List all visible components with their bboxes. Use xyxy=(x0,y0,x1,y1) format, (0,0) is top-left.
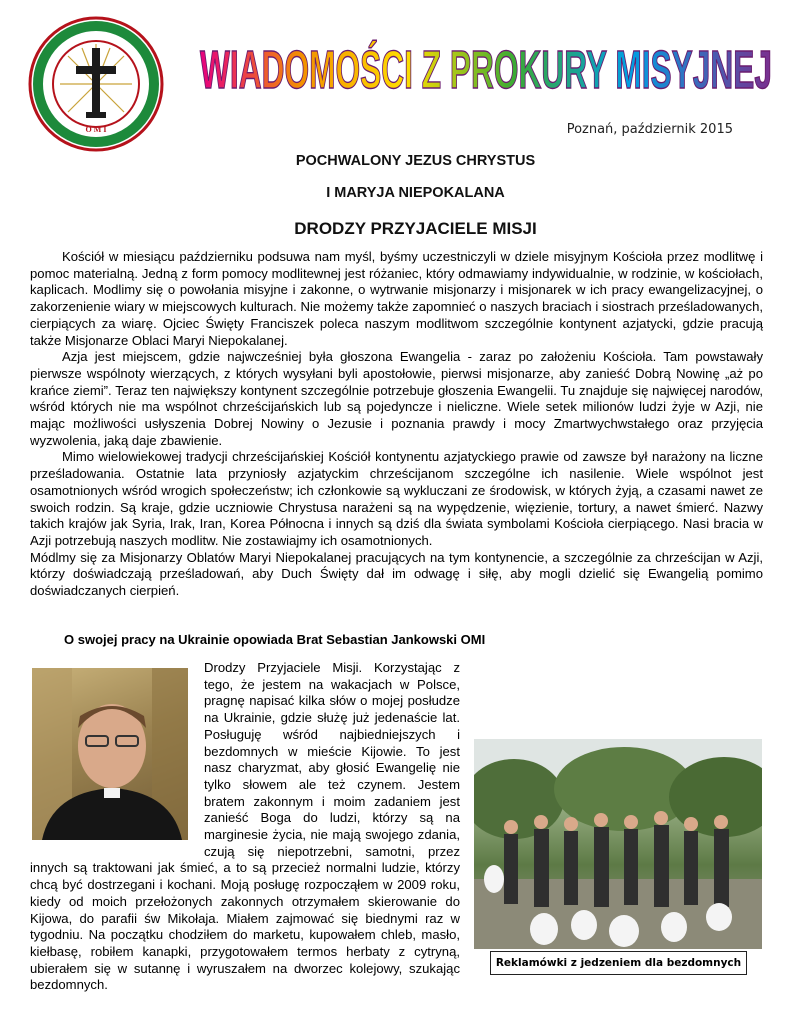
salutation-heading: DRODZY PRZYJACIELE MISJI xyxy=(294,219,537,238)
dateline: Poznań, październik 2015 xyxy=(566,122,733,137)
article-subheading: O swojej pracy na Ukrainie opowiada Brat Sebastian Jankowski OMI xyxy=(64,632,486,647)
photo-caption: Reklamówki z jedzeniem dla bezdomnych xyxy=(490,951,747,975)
greeting-line-1: POCHWALONY JEZUS CHRYSTUS xyxy=(295,153,536,169)
masthead-title-text: WIADOMOŚCI Z PROKURY MISYJNEJ xyxy=(200,40,772,100)
paragraph-3: Mimo wielowiekowej tradycji chrześcijańskiej Kościół kontynentu azjatyckiego prawie od zawsze był narażony na liczne prześladowania. Ostatnie lata przyniosły azjatyckim chrześcijanom szczególne ich nasilenie. Wiele wspólnot jest osamotnionych wśród wrogich społeczeństw; ich członkowie są wykluczani ze środowisk, w których żyją, a czasami nawet ze swoich rodzin. Są kraje, gdzie uczniowie Chrystusa narażeni są na wypędzenie, więzienie, tortury, a nawet śmierć. Nazwy takich krajów jak Syria, Irak, Iran, Korea Północna i innych są dziś dla świata symbolami Kościoła cierpiącego. Nasi bracia w Azji potrzebują naszych modlitw. Nie zostawiajmy ich osamotnionych. xyxy=(30,449,763,548)
letter-body xyxy=(30,249,763,600)
omi-logo xyxy=(28,16,164,152)
article-body: Drodzy Przyjaciele Misji. Korzystając z tego, że jestem na wakacjach w Polsce, pragnę napisać kilka słów o mojej posłudze na Ukrainie, gdzie służę już jedenaście lat. Posługuję wśród najbiedniejszych i bezdomnych w mieście Kijowie. To jest nasz charyzmat, aby głosić Ewangelię nie tylko słowem ale też czynem. Jestem bratem zakonnym i moim zadaniem jest zanieść Boga do ludzi, którzy są na marginesie życia, nie mają swojego zdania, czują się niepotrzebni, samotni, przez innych są traktowani jak śmieć, a to są przecież normalni ludzie, którzy chcą być dostrzegani i kochani. Moją posługę rozpocząłem w 2009 roku, kiedy od moich przełożonych zakonnych otrzymałem skierowanie do Kijowa, do parafii św Mikołaja. Miałem zajmować się biednymi raz w tygodniu. Na początku chodziłem do marketu, kupowałem chleb, masło, kiełbasę, robiłem kanapki, przygotowałem termos herbaty z cytryną, ubierałem się w sutannę i wyruszałem na dworzec kolejowy, szukając bezdomnych. xyxy=(30,660,460,993)
paragraph-4: Módlmy się za Misjonarzy Oblatów Maryi Niepokalanej pracujących na tym kontynencie, a szczególnie za chrześcijan w Azji, którzy doświadczają prześladowań, aby Duch Święty dał im odwagę i siłę, aby mogli dzielić się Ewangelią pomimo doświadczanych cierpień. xyxy=(30,549,763,599)
masthead-title xyxy=(196,26,776,112)
paragraph-1: Kościół w miesiącu październiku podsuwa nam myśl, byśmy uczestniczyli w dziele misyjnym Kościoła przez modlitwę i pomoc materialną. Jedną z form pomocy modlitewnej jest różaniec, który odmawiamy indywidualnie, w rodzinie, w kościołach, kaplicach. Modlimy się o powołania misyjne i zakonne, o wytrwanie misjonarzy i misjonarek w ich pracy ewangelizacyjnej, o zakorzenienie wiary w miejscowych kulturach. Nie możemy także zapomnieć o naszych braciach i siostrach prześladowanych, cierpiących za wiarę. Ojciec Święty Franciszek poleca naszym modlitwom szczególnie kontynent azjatycki, gdzie pracują także Misjonarze Oblaci Maryi Niepokalanej. xyxy=(30,249,763,348)
greeting-line-2: I MARYJA NIEPOKALANA xyxy=(326,185,505,201)
paragraph-2: Azja jest miejscem, gdzie najwcześniej była głoszona Ewangelia - zaraz po założeniu Kościoła. Tam powstawały pierwsze wspólnoty wierzących, z których wysyłani byli apostołowie, pierwsi misjonarze, aby zanieść Dobrą Nowinę „aż po krańce ziemi”. Teraz ten największy kontynent szczególnie potrzebuje głoszenia Ewangelii. Tu znajduje się najwięcej narodów, wśród których nie ma wspólnot chrześcijańskich lub są pojedyncze i nieliczne. Wiele setek milionów ludzi żyje w Azji, nie mając możliwości usłyszenia Dobrej Nowiny o Jezusie i poznania prawdy i mocy Zmartwychwstałego oraz przyjęcia wyzwolenia, jaką daje zbawienie. xyxy=(30,349,763,448)
logo-monogram: O M I xyxy=(85,125,107,134)
article-text-block xyxy=(30,660,763,994)
